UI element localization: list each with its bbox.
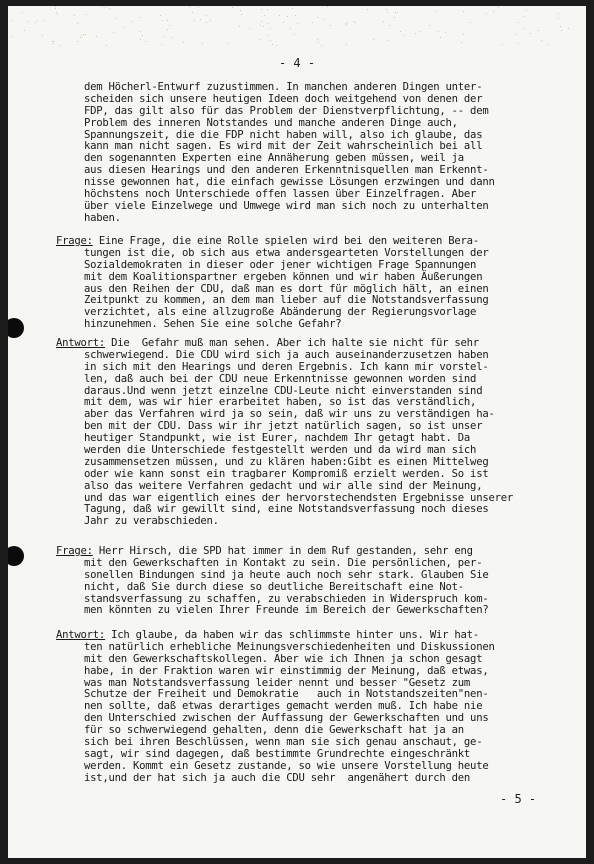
scan-speckle: [24, 30, 25, 31]
scan-speckle: [548, 44, 549, 45]
scan-speckle: [400, 31, 401, 32]
scan-speckle: [290, 28, 291, 29]
text-line: Sozialdemokraten in dieser oder jener wichtigen Frage Spannungen: [84, 258, 477, 271]
scan-speckle: [37, 20, 38, 21]
scan-speckle: [463, 11, 464, 12]
text-line: den Unterschied zwischen der Auffassung der Gewerkschaften und uns: [84, 712, 489, 725]
scan-speckle: [389, 25, 390, 26]
scan-speckle: [568, 28, 569, 29]
scan-speckle: [283, 22, 284, 23]
scan-speckle: [81, 35, 82, 36]
scan-speckle: [279, 15, 280, 16]
scan-speckle: [194, 20, 195, 21]
scan-speckle: [239, 26, 240, 27]
text-line: aber das Verfahren wird ja so sein, daß wir uns zu verständigen ha-: [84, 408, 495, 421]
scan-speckle: [270, 28, 271, 29]
scan-speckle: [268, 35, 269, 36]
scan-speckle: [249, 28, 250, 29]
scan-speckle: [22, 12, 23, 13]
scan-speckle: [323, 19, 324, 20]
scan-speckle: [486, 13, 487, 14]
scan-speckle: [264, 15, 265, 16]
scan-speckle: [502, 44, 503, 45]
scan-speckle: [52, 41, 53, 42]
scan-speckle: [524, 16, 525, 17]
text-line: zusammensetzen müssen, und zu klären haben:Gibt es einen Mittelweg: [84, 455, 489, 468]
scan-speckle: [167, 29, 168, 30]
scan-speckle: [240, 10, 241, 11]
scan-speckle: [140, 39, 141, 40]
scan-speckle: [267, 9, 268, 10]
scan-speckle: [109, 8, 110, 9]
scan-speckle: [558, 13, 559, 14]
scan-speckle: [347, 22, 348, 23]
scan-speckle: [272, 44, 273, 45]
text-line: habe, in der Fraktion waren wir einstimmig der Meinung, daß etwas,: [84, 664, 489, 677]
scan-speckle: [115, 18, 116, 19]
text-line: FDP, das gilt also für das Problem der Dienstverpflichtung, -- dem: [84, 104, 489, 117]
scan-speckle: [267, 23, 268, 24]
text-line: nisse gewonnen hat, die einfach gewisse Lösungen erzwingen und dann: [84, 176, 495, 189]
scan-speckle: [56, 12, 57, 13]
question-1: [56, 236, 556, 331]
scan-speckle: [295, 15, 296, 16]
scan-speckle: [403, 35, 404, 36]
line-text: Eine Frage, die eine Rolle spielen wird bei den weiteren Bera-: [92, 235, 479, 247]
scan-speckle: [321, 45, 322, 46]
text-line: hinzunehmen. Sehen Sie eine solche Gefahr?: [84, 318, 342, 331]
scan-speckle: [123, 27, 124, 28]
scan-speckle: [330, 25, 331, 26]
scan-speckle: [518, 43, 519, 44]
answer-2: [56, 630, 556, 785]
text-line: oder wie kann sonst ein tragbarer Kompromiß erzielt werden. So ist: [84, 467, 489, 480]
scan-speckle: [160, 15, 161, 16]
scan-speckle: [85, 34, 86, 35]
text-line: nen sollte, daß etwas derartiges gemacht werden muß. Ich habe nie: [84, 700, 483, 713]
text-line: Tagung, daß wir gewillt sind, eine Notstandsverfassung noch dieses: [84, 503, 489, 516]
scan-speckle: [461, 42, 462, 43]
scan-speckle: [77, 23, 78, 24]
scan-speckle: [167, 20, 168, 21]
text-line: werden die Unterschiede festgestellt werden und da wird man sich: [84, 444, 477, 457]
text-line: ist,und der hat sich ja auch die CDU sehr angenähert durch den: [84, 771, 471, 784]
scan-speckle: [96, 36, 97, 37]
scan-speckle: [140, 31, 141, 32]
scan-speckle: [312, 22, 313, 23]
page-number-top: - 4 -: [278, 56, 316, 70]
text-line: was man Notstandsverfassung leider nennt und besser "Gesetz zum: [84, 676, 471, 689]
punch-hole-top: [8, 318, 24, 338]
scan-speckle: [438, 31, 439, 32]
answer-1: [56, 338, 556, 528]
scan-speckle: [538, 30, 539, 31]
scan-speckle: [292, 8, 293, 9]
line-text: Ich glaube, da haben wir das schlimmste hinter uns. Wir hat-: [105, 629, 479, 641]
text-line: tungen ist die, ob sich aus etwa andersgearteten Vorstellungen der: [84, 246, 489, 259]
scan-speckle: [516, 34, 517, 35]
scan-speckle: [106, 45, 107, 46]
text-line: aus diesen Hearings und den anderen Erkenntnisquellen man Erkennt-: [84, 164, 489, 177]
text-line: kann man nicht sagen. Es wird mit der Zeit wahrscheinlich bei all: [84, 140, 483, 153]
scan-speckle: [57, 14, 58, 15]
scan-speckle: [200, 19, 201, 20]
text-line: men könnten zu vielen Ihrer Freunde im Bereich der Gewerkschaften?: [84, 604, 489, 617]
speaker-label: Frage:: [56, 545, 93, 557]
scan-speckle: [463, 34, 464, 35]
scan-speckle: [77, 41, 78, 42]
scan-speckle: [192, 12, 193, 13]
text-line: daraus.Und wenn jetzt einzelne CDU-Leute nicht einverstanden sind: [84, 384, 483, 397]
scan-speckle: [161, 44, 162, 45]
scan-speckle: [113, 32, 114, 33]
scan-speckle: [317, 39, 318, 40]
scan-speckle: [420, 31, 421, 32]
scan-speckle: [198, 7, 199, 8]
text-line: für so schwerwiegend gehalten, denn die Gewerkschaft hat ja an: [84, 724, 464, 737]
scan-speckle: [12, 20, 13, 21]
scan-speckle: [429, 25, 430, 26]
text-line: scheiden sich unsere heutigen Ideen doch weitgehend von denen der: [84, 92, 483, 105]
scan-speckle: [317, 17, 318, 18]
scan-speckle: [353, 21, 354, 22]
scan-speckle: [42, 35, 43, 36]
scan-speckle: [435, 11, 436, 12]
scan-speckle: [189, 6, 190, 7]
text-line: also das weitere Verfahren gedacht und wir alle sind der Meinung,: [84, 479, 483, 492]
text-line: mit den Gewerkschaftskollegen. Aber wie ich Ihnen ja schon gesagt: [84, 652, 483, 665]
text-line: höchstens noch Unterschiede offen lassen über Einzelfragen. Aber: [84, 188, 477, 201]
scan-speckle: [263, 26, 264, 27]
text-line: aus den Reihen der CDU, daß man es dort für möglich hält, an einen: [84, 282, 489, 295]
scan-speckle: [387, 12, 388, 13]
scan-speckle: [169, 25, 170, 26]
scan-speckle: [276, 45, 277, 46]
scan-speckle: [558, 18, 559, 19]
text-line: schwerwiegend. Die CDU wird sich ja auch auseinanderzusetzen haben: [84, 348, 489, 361]
scan-speckle: [415, 33, 416, 34]
text-line: mit den Gewerkschaften in Kontakt zu sein. Die persönlichen, per-: [84, 556, 483, 569]
scan-speckle: [470, 22, 471, 23]
text-line: verzichtet, als eine allzugroße Abänderung der Regierungsvorlage: [84, 306, 477, 319]
scan-speckle: [518, 22, 519, 23]
scan-speckle: [105, 7, 106, 8]
scan-speckle: [59, 45, 60, 46]
scan-speckle: [498, 7, 499, 8]
scan-speckle: [294, 34, 295, 35]
scan-speckle: [297, 23, 298, 24]
scan-speckle: [445, 32, 446, 33]
scan-speckle: [55, 6, 56, 7]
text-line: mit dem, was wir hier erarbeitet haben, so ist das verständlich,: [84, 396, 477, 409]
text-line: Spannungszeit, die die FDP nicht haben will, also ich glaube, das: [84, 128, 483, 141]
scan-speckle: [210, 20, 211, 21]
scan-speckle: [83, 34, 84, 35]
scan-speckle: [53, 43, 54, 44]
scan-speckle: [241, 14, 242, 15]
scan-speckle: [541, 40, 542, 41]
scan-speckle: [206, 22, 207, 23]
scan-speckle: [102, 6, 103, 7]
scan-speckle: [261, 21, 262, 22]
punch-hole-bottom: [8, 546, 24, 566]
scan-speckle: [526, 10, 527, 11]
scan-speckle: [386, 9, 387, 10]
page-number-bottom: - 5 -: [500, 792, 537, 806]
text-line: ben mit der CDU. Dass wir ihr jetzt natürlich sagen, so ist unser: [84, 420, 483, 433]
document-page: [8, 6, 586, 858]
speaker-label: Antwort:: [56, 629, 106, 641]
scan-speckle: [142, 35, 143, 36]
line-text: Herr Hirsch, die SPD hat immer in dem Ruf gestanden, sehr eng: [92, 545, 473, 557]
scan-speckle: [163, 36, 164, 37]
text-line: sich bei ihren Beschlüssen, wenn man sie sich genau anschaut, ge-: [84, 736, 483, 749]
text-line: dem Höcherl-Entwurf zuzustimmen. In manchen anderen Dingen unter-: [84, 81, 483, 93]
scan-speckle: [373, 39, 374, 40]
scan-speckle: [395, 12, 396, 13]
scan-speckle: [523, 28, 524, 29]
scan-speckle: [171, 37, 172, 38]
scan-speckle: [440, 37, 441, 38]
scan-speckle: [53, 41, 54, 42]
text-line: werden. Kommt ein Gesetz zustande, so wie unsere Vorstellung heute: [84, 759, 489, 772]
text-line: mit dem Koalitionspartner ergeben können und wir haben Äußerungen: [84, 270, 483, 283]
text-line: haben.: [84, 211, 121, 224]
text-line: len, daß auch bei der CDU neue Erkenntnisse gewonnen worden sind: [84, 372, 477, 385]
scan-speckle: [260, 39, 261, 40]
text-line: heutiger Standpunkt, wie ist Eurer, nachdem Ihr getagt habt. Da: [84, 432, 471, 445]
scan-speckle: [561, 30, 562, 31]
scan-speckle: [394, 17, 395, 18]
text-line: Jahr zu verabschieden.: [84, 515, 219, 528]
text-line: sagt, wir sind dagegen, daß bestimmte Grundrechte eingeschränkt: [84, 747, 471, 760]
scan-speckle: [145, 41, 146, 42]
scan-speckle: [388, 40, 389, 41]
scan-speckle: [55, 8, 56, 9]
scan-speckle: [346, 24, 347, 25]
scan-speckle: [355, 22, 356, 23]
scan-speckle: [206, 15, 207, 16]
scan-speckle: [35, 22, 36, 23]
scan-speckle: [44, 20, 45, 21]
scan-speckle: [228, 43, 229, 44]
text-line: in sich mit den Hearings und deren Ergebnis. Ich kann mir vorstel-: [84, 360, 489, 373]
speaker-label: Antwort:: [56, 337, 106, 349]
text-line: Zeitpunkt zu kommen, an dem man lieber auf die Notstandsverfassung: [84, 294, 489, 307]
text-line: nicht, daß Sie durch diese so deutliche Bereitschaft eine Not-: [84, 580, 464, 593]
scan-speckle: [183, 42, 184, 43]
scan-speckle: [287, 16, 288, 17]
text-line: ten natürlich erhebliche Meinungsverschiedenheiten und Diskussionen: [84, 640, 495, 653]
scan-speckle: [74, 15, 75, 16]
scan-speckle: [261, 9, 262, 10]
question-2: [56, 546, 556, 617]
scan-speckle: [530, 33, 531, 34]
scan-speckle: [397, 12, 398, 13]
text-line: den sogenannten Experten eine Annäherung geben müssen, weil ja: [84, 152, 464, 165]
paragraph-continuation: [84, 82, 556, 225]
scan-speckle: [86, 14, 87, 15]
text-line: sonellen Bindungen sind ja heute auch noch sehr stark. Glauben Sie: [84, 568, 489, 581]
text-line: standsverfassung zu schaffen, zu verabschieden in Widerspruch kom-: [84, 592, 489, 605]
scan-speckle: [260, 25, 261, 26]
scan-speckle: [383, 21, 384, 22]
scan-speckle: [493, 11, 494, 12]
text-line: Problem des inneren Notstandes und manche anderen Dinge auch,: [84, 116, 458, 129]
text-line: und das war eigentlich eines der hervorstechendsten Ergebnisse unserer: [84, 491, 513, 504]
scan-speckle: [140, 17, 141, 18]
scan-speckle: [12, 36, 13, 37]
scan-speckle: [131, 21, 132, 22]
scan-speckle: [162, 20, 163, 21]
scan-speckle: [560, 26, 561, 27]
scan-speckle: [367, 9, 368, 10]
text-line: über viele Einzelwege und Umwege wird man sich noch zu unterhalten: [84, 199, 489, 212]
text-line: Schutze der Freiheit und Demokratie auch in Notstandszeiten"nen-: [84, 688, 489, 701]
scan-speckle: [270, 40, 271, 41]
scan-speckle: [232, 7, 233, 8]
scan-speckle: [318, 42, 319, 43]
speaker-label: Frage:: [56, 235, 93, 247]
line-text: Die Gefahr muß man sehen. Aber ich halte sie nicht für sehr: [105, 337, 479, 349]
scan-speckle: [327, 6, 328, 7]
scan-speckle: [202, 43, 203, 44]
scan-speckle: [80, 37, 81, 38]
scan-speckle: [346, 44, 347, 45]
scan-speckle: [28, 21, 29, 22]
